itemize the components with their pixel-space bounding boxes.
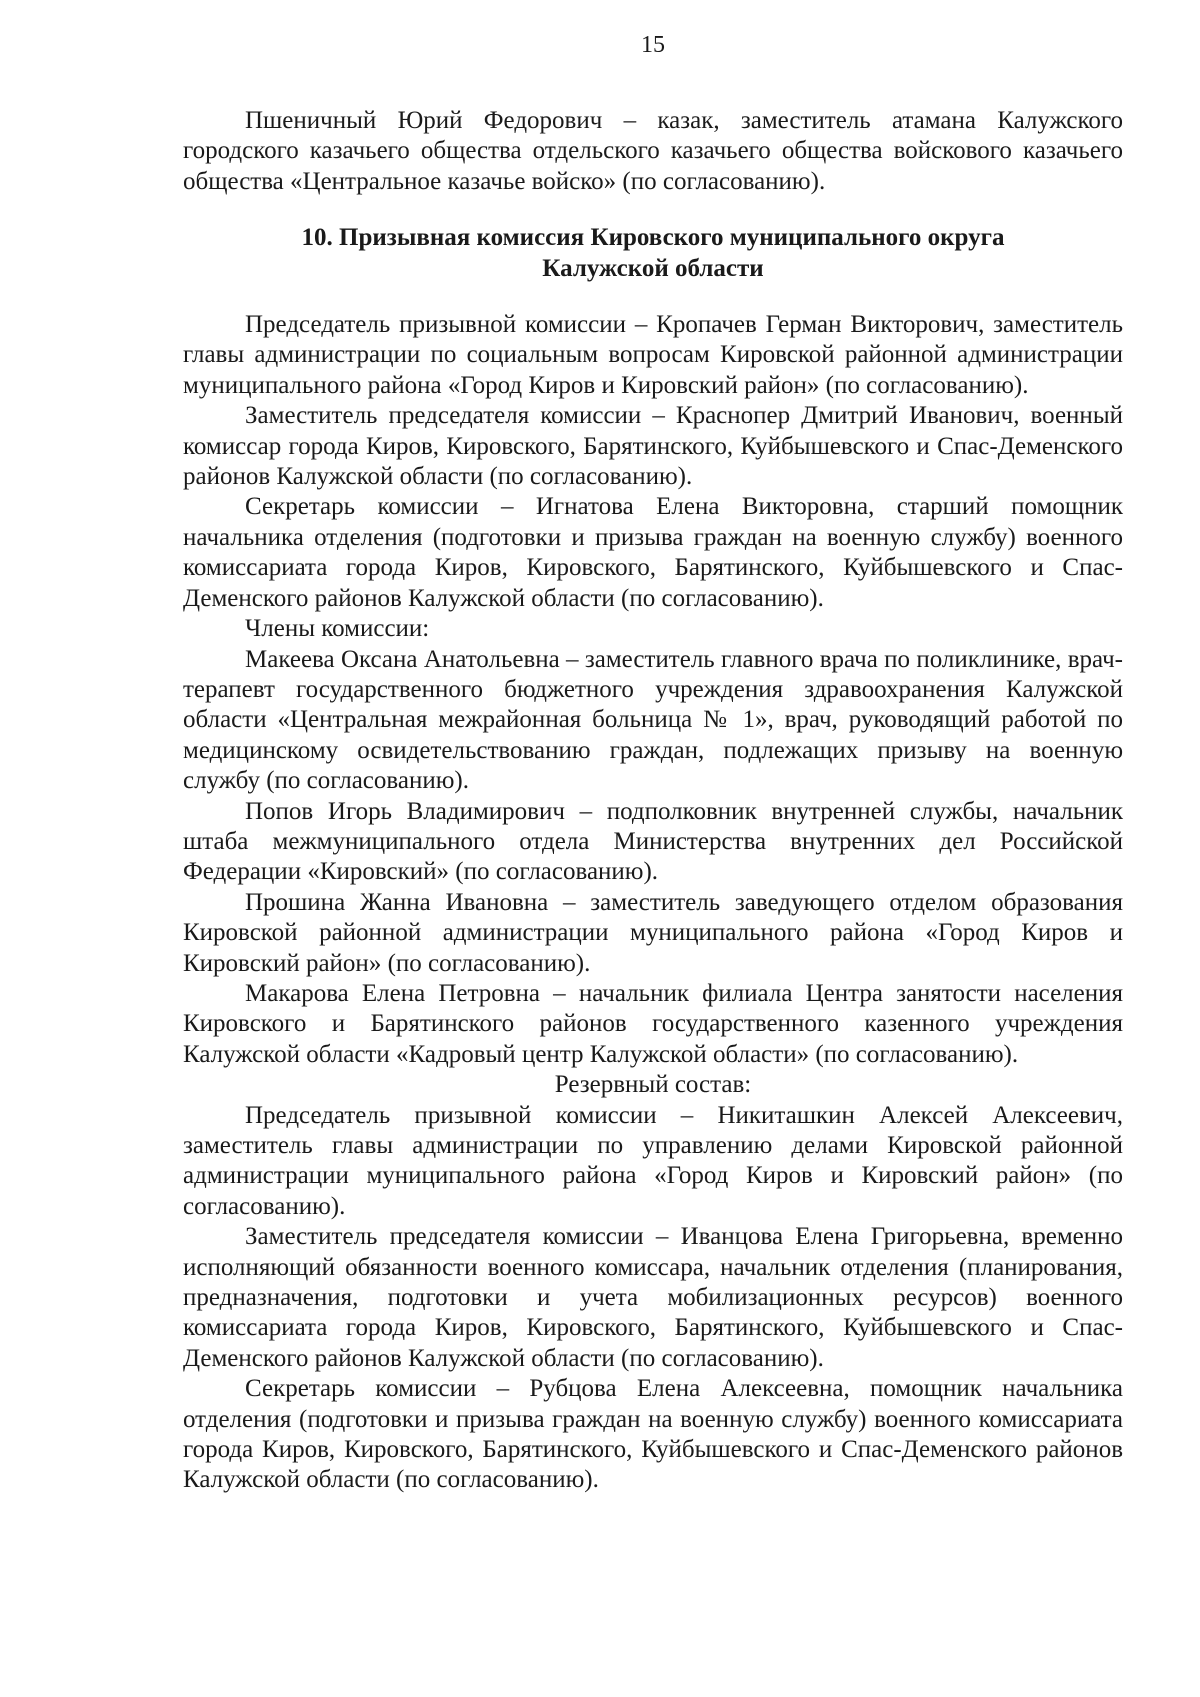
member-item: Макарова Елена Петровна – начальник филиала Центра занятости населения Кировского и Барятинского районов государственного казенного учреждения Калужской области «Кадровый центр Калужской области» (по согласованию).: [183, 979, 1123, 1068]
paragraph-deputy: Заместитель председателя комиссии – Краснопер Дмитрий Иванович, военный комиссар города Киров, Кировского, Барятинского, Куйбышевского и Спас-Деменского районов Калужской области (по согласованию).: [183, 402, 1123, 491]
paragraph-chairman: Председатель призывной комиссии – Кропачев Герман Викторович, заместитель главы администрации по социальным вопросам Кировской районной администрации муниципального района «Город Киров и Кировский район» (по согласованию).: [183, 311, 1123, 399]
section-title-line1: 10. Призывная комиссия Кировского муниципального округа: [301, 224, 1005, 252]
paragraph-reserve-deputy: Заместитель председателя комиссии – Иванцова Елена Григорьевна, временно исполняющий обязанности военного комиссара, начальник отделения (планирования, предназначения, подготовки и учета мобилизационных ресурсов) военного комиссариата города Киров, Кировского, Барятинского, Куйбышевского и Спас-Деменского районов Калужской области (по согласованию).: [183, 1223, 1123, 1372]
paragraph-secretary: Секретарь комиссии – Игнатова Елена Викторовна, старший помощник начальника отделения (подготовки и призыва граждан на военную службу) военного комиссариата города Киров, Кировского, Барятинского, Куйбышевского и Спас-Деменского районов Калужской области (по согласованию).: [183, 493, 1123, 612]
section-heading: [183, 223, 1123, 284]
document-body: [183, 106, 1123, 1496]
member-item: Макеева Оксана Анатольевна – заместитель главного врача по поликлинике, врач-терапевт государственного бюджетного учреждения здравоохранения Калужской области «Центральная межрайонная больница № 1», врач, руководящий работой по медицинскому освидетельствованию граждан, подлежащих призыву на военную службу (по согласованию).: [183, 645, 1123, 795]
paragraph-reserve-chairman: Председатель призывной комиссии – Никиташкин Алексей Алексеевич, заместитель главы администрации по управлению делами Кировской районной администрации муниципального района «Город Киров и Кировский район» (по согласованию).: [183, 1101, 1123, 1220]
page-number: 15: [641, 32, 665, 58]
paragraph-pshenichny: Пшеничный Юрий Федорович – казак, заместитель атамана Калужского городского казачьего общества отдельского казачьего общества войскового казачьего общества «Центральное казачье войско» (по согласованию).: [183, 107, 1123, 195]
members-label: Члены комиссии:: [245, 615, 430, 643]
reserve-label: Резервный состав:: [554, 1071, 752, 1099]
member-item: Прошина Жанна Ивановна – заместитель заведующего отделом образования Кировской районной администрации муниципального района «Город Киров и Кировский район» (по согласованию).: [183, 888, 1123, 977]
paragraph-reserve-secretary: Секретарь комиссии – Рубцова Елена Алексеевна, помощник начальника отделения (подготовки и призыва граждан на военную службу) военного комиссариата города Киров, Кировского, Барятинского, Куйбышевского и Спас-Деменского районов Калужской области (по согласованию).: [183, 1375, 1123, 1494]
section-title-line2: Калужской области: [542, 254, 764, 282]
member-item: Попов Игорь Владимирович – подполковник внутренней службы, начальник штаба межмуниципального отдела Министерства внутренних дел Российской Федерации «Кировский» (по согласованию).: [183, 797, 1123, 886]
